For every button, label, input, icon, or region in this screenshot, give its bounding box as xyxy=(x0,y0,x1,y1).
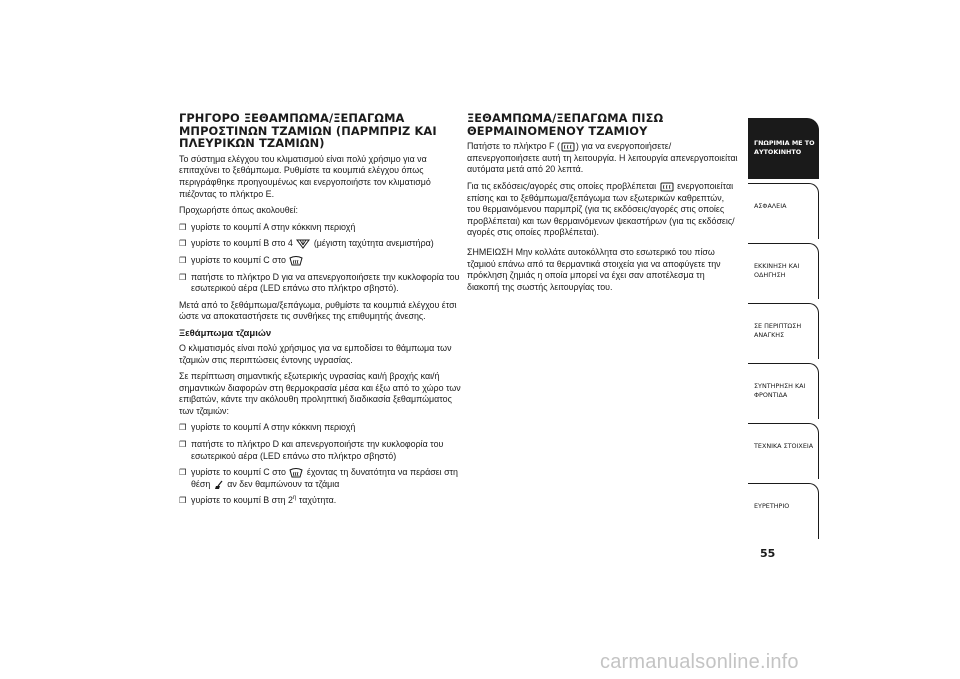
watermark: carmanualsonline.info xyxy=(600,651,799,673)
text-part: ) για να ενεργοποιήσετε/απενεργοποιήσετε αυτή τη λειτουργία. Η λειτουργία απενεργοποιείται αυτόματα μετά από 20 λεπτά. xyxy=(467,141,738,175)
heated-screen-icon xyxy=(660,182,674,192)
checkbox-bullet: ❐ xyxy=(179,422,187,433)
checkbox-bullet: ❐ xyxy=(179,221,187,232)
tab-starting-driving[interactable]: ΕΚΚΙΝΗΣΗ ΚΑΙ ΟΔΗΓΗΣΗ xyxy=(748,243,819,299)
step-text: γυρίστε το κουμπί A στην κόκκινη περιοχή xyxy=(191,221,356,232)
superscript: η xyxy=(293,495,297,502)
tab-getting-to-know[interactable]: ΓΝΩΡΙΜΙΑ ΜΕ ΤΟ ΑΥΤΟΚΙΝΗΤΟ xyxy=(748,118,819,179)
note-paragraph: ΣΗΜΕΙΩΣΗ Μην κολλάτε αυτοκόλλητα στο εσωτερικό του πίσω τζαμιού επάνω από τα θερμαντικά στοιχεία για να αποφύγετε την πρόκληση ζημιάς η οποία μπορεί να έχει σαν αποτέλεσμα τη διακοπή της σωστής λειτουργίας του. xyxy=(467,246,721,292)
checkbox-bullet: ❐ xyxy=(179,254,187,265)
step-text xyxy=(191,255,304,267)
tab-technical-data[interactable]: ΤΕΧΝΙΚΑ ΣΤΟΙΧΕΙΑ xyxy=(748,423,819,479)
rear-window-heater-icon xyxy=(561,142,575,152)
checkbox-bullet: ❐ xyxy=(179,439,187,450)
subheading-window-defog: Ξεθάμπωμα τζαμιών xyxy=(179,327,272,339)
versions-paragraph xyxy=(467,181,739,239)
tab-index[interactable]: ΕΥΡΕΤΗΡΙΟ xyxy=(748,483,819,539)
fan-speed-4-icon xyxy=(296,239,310,249)
step-text xyxy=(191,467,461,490)
text-part: Πατήστε το πλήκτρο F ( xyxy=(467,141,560,152)
checkbox-bullet: ❐ xyxy=(179,271,187,282)
step-text: πατήστε το πλήκτρο D για να απενεργοποιήσετε την κυκλοφορία του εσωτερικού αέρα (LED επάνω στο πλήκτρο σβηστό). xyxy=(191,271,460,294)
checkbox-bullet: ❐ xyxy=(179,238,187,249)
windshield-defrost-icon xyxy=(289,256,303,266)
step-item xyxy=(179,467,461,490)
step-text: πατήστε το πλήκτρο D και απενεργοποιήστε την κυκλοφορία του εσωτερικού αέρα (LED επάνω στο πλήκτρο σβηστό) xyxy=(191,439,444,461)
step-item xyxy=(179,495,461,507)
page-number: 55 xyxy=(760,547,776,560)
step-item xyxy=(179,422,461,434)
section-tabs xyxy=(748,118,819,543)
text-part: ενεργοποιείται επίσης και το ξεθάμπωμα/ξεπάγωμα των εξωτερικών καθρεπτών, του θερμαινόμενου παρμπρίζ (για τις εκδόσεις/αγορές στις οποίες προβλέπεται) και των θερμαινόμενων ψεκαστήρων (για τις εκδόσεις/αγορές στις οποίες προβλέπεται). xyxy=(467,180,735,238)
step-item xyxy=(179,238,461,250)
step-text-part: γυρίστε το κουμπί C στο xyxy=(191,467,286,478)
step-text-part: (μέγιστη ταχύτητα ανεμιστήρα) xyxy=(313,238,434,249)
step-text xyxy=(191,495,336,507)
usage-paragraph: Ο κλιματισμός είναι πολύ χρήσιμος για να εμποδίσει το θάμπωμα των τζαμιών στις περιπτώσεις έντονης υγρασίας. xyxy=(179,342,452,365)
feet-airflow-icon xyxy=(214,480,224,490)
after-paragraph: Μετά από το ξεθάμπωμα/ξεπάγωμα, ρυθμίστε τα κουμπιά ελέγχου έτσι ώστε να αποκαταστήσετε τις συνθήκες της επιθυμητής άνεσης. xyxy=(179,299,457,322)
step-text: γυρίστε το κουμπί A στην κόκκινη περιοχή xyxy=(191,422,356,433)
right-column xyxy=(467,112,739,298)
step-item xyxy=(179,439,461,462)
proceed-paragraph: Προχωρήστε όπως ακολουθεί: xyxy=(179,205,299,216)
step-text xyxy=(191,238,434,250)
tab-emergency[interactable]: ΣΕ ΠΕΡΙΠΤΩΣΗ ΑΝΑΓΚΗΣ xyxy=(748,303,819,359)
step-text-part: γυρίστε το κουμπί B στη 2 xyxy=(191,495,293,506)
rear-defrost-paragraph xyxy=(467,141,739,176)
checkbox-bullet: ❐ xyxy=(179,467,187,478)
step-text-part: έχοντας τη δυνατότητα να περάσει στη θέση xyxy=(191,467,458,489)
condition-paragraph: Σε περίπτωση σημαντικής εξωτερικής υγρασίας και/ή βροχής και/ή σημαντικών διαφορών στη θερμοκρασία μέσα και έξω από το χώρο των επιβατών, κάντε την ακόλουθη προληπτική διαδικασία ξεθαμπώματος των τζαμιών: xyxy=(179,371,461,416)
left-column xyxy=(179,112,461,512)
intro-paragraph: Το σύστημα ελέγχου του κλιματισμού είναι πολύ χρήσιμο για να επιταχύνει το ξεθάμπωμα. Ρυθμίστε τα κουμπιά ελέγχου όπως περιγράφθηκε προηγουμένως και ενεργοποιήστε τον κλιματισμό πιέζοντας το πλήκτρο E. xyxy=(179,153,431,199)
section-heading-rear-defrost: ΞΕΘΑΜΠΩΜΑ/ΞΕΠΑΓΩΜΑ ΠΙΣΩ ΘΕΡΜΑΙΝΟΜΕΝΟΥ ΤΖΑΜΙΟΥ xyxy=(467,111,664,138)
windshield-defrost-icon xyxy=(289,468,303,478)
step-item xyxy=(179,222,461,234)
step-text-part: ταχύτητα. xyxy=(298,495,337,506)
step-text-part: γυρίστε το κουμπί B στο 4 xyxy=(191,238,293,249)
tab-safety[interactable]: ΑΣΦΑΛΕΙΑ xyxy=(748,183,819,239)
step-item xyxy=(179,272,461,295)
tab-maintenance[interactable]: ΣΥΝΤΗΡΗΣΗ ΚΑΙ ΦΡΟΝΤΙΔΑ xyxy=(748,363,819,419)
step-text-part: γυρίστε το κουμπί C στο xyxy=(191,254,286,265)
step-text-part: αν δεν θαμπώνουν τα τζάμια xyxy=(227,478,340,489)
checkbox-bullet: ❐ xyxy=(179,495,187,506)
section-heading-front-defrost: ΓΡΗΓΟΡΟ ΞΕΘΑΜΠΩΜΑ/ΞΕΠΑΓΩΜΑ ΜΠΡΟΣΤΙΝΩΝ ΤΖΑΜΙΩΝ (ΠΑΡΜΠΡΙΖ ΚΑΙ ΠΛΕΥΡΙΚΩΝ ΤΖΑΜΙΩΝ) xyxy=(179,111,437,151)
step-item xyxy=(179,255,461,267)
text-part: Για τις εκδόσεις/αγορές στις οποίες προβλέπεται xyxy=(467,180,657,191)
